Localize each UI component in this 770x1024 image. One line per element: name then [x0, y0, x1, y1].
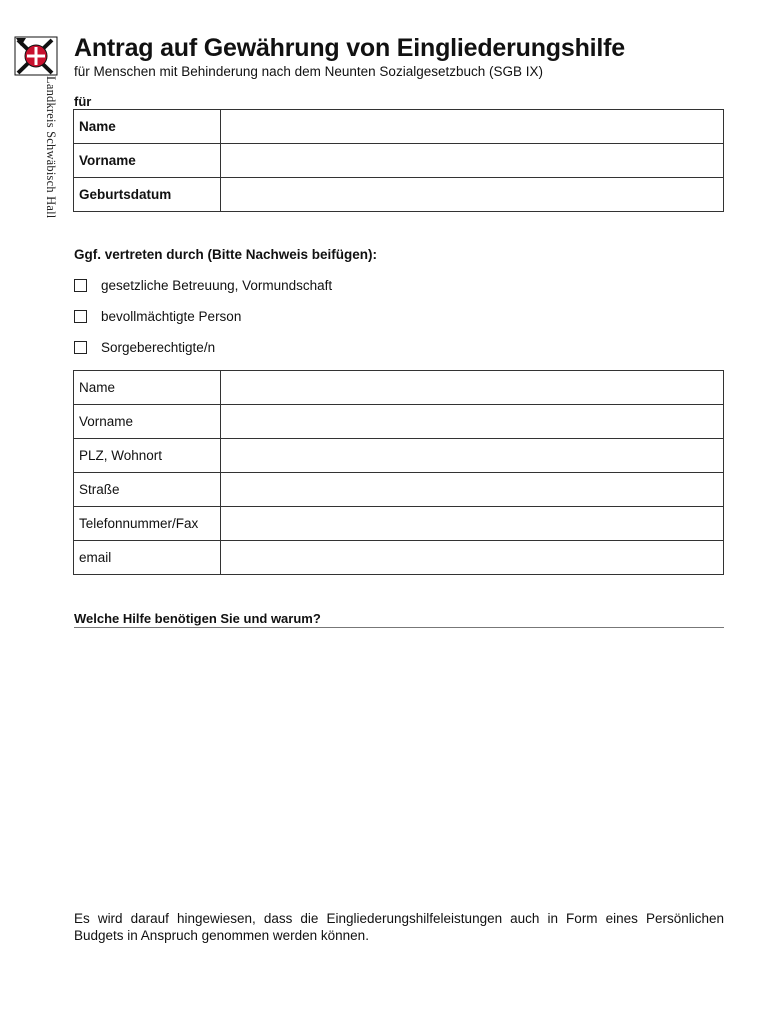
first-name-field[interactable]: [221, 144, 724, 178]
page-subtitle: für Menschen mit Behinderung nach dem Neunten Sozialgesetzbuch (SGB IX): [74, 64, 544, 79]
table-row: [74, 473, 724, 507]
help-answer-area[interactable]: [74, 630, 724, 900]
option-authorized-person[interactable]: [74, 309, 241, 324]
rep-first-name-label: Vorname: [74, 405, 221, 439]
option-legal-guardianship[interactable]: [74, 278, 332, 293]
option-custodian[interactable]: [74, 340, 215, 355]
rep-street-field[interactable]: [221, 473, 724, 507]
table-row: [74, 110, 724, 144]
first-name-label: Vorname: [74, 144, 221, 178]
district-name: Landkreis Schwäbisch Hall: [44, 76, 58, 219]
option-label: bevollmächtigte Person: [101, 309, 242, 324]
name-field[interactable]: [221, 110, 724, 144]
representative-table: [73, 370, 724, 575]
birthdate-label: Geburtsdatum: [74, 178, 221, 212]
rep-email-label: email: [74, 541, 221, 575]
table-row: [74, 144, 724, 178]
checkbox[interactable]: [74, 310, 87, 323]
checkbox[interactable]: [74, 279, 87, 292]
name-label: Name: [74, 110, 221, 144]
coat-of-arms-icon: [14, 36, 58, 76]
rep-phone-field[interactable]: [221, 507, 724, 541]
table-row: [74, 178, 724, 212]
rep-street-label: Straße: [74, 473, 221, 507]
applicant-table: [73, 109, 724, 212]
rep-zip-city-field[interactable]: [221, 439, 724, 473]
rep-first-name-field[interactable]: [221, 405, 724, 439]
table-row: [74, 439, 724, 473]
option-label: Sorgeberechtigte/n: [101, 340, 216, 355]
budget-notice: Es wird darauf hingewiesen, dass die Eingliederungshilfeleistungen auch in Form eines Persönlichen Budgets in Anspruch genommen werden können.: [74, 911, 724, 943]
option-label: gesetzliche Betreuung, Vormundschaft: [101, 278, 333, 293]
rep-phone-label: Telefonnummer/Fax: [74, 507, 221, 541]
page-title: Antrag auf Gewährung von Eingliederungshilfe: [74, 34, 625, 62]
table-row: [74, 405, 724, 439]
table-row: [74, 507, 724, 541]
table-row: [74, 541, 724, 575]
checkbox[interactable]: [74, 341, 87, 354]
rep-name-field[interactable]: [221, 371, 724, 405]
applicant-label: für: [74, 94, 92, 109]
representation-heading: Ggf. vertreten durch (Bitte Nachweis beifügen):: [74, 247, 378, 262]
birthdate-field[interactable]: [221, 178, 724, 212]
table-row: [74, 371, 724, 405]
help-question-heading: Welche Hilfe benötigen Sie und warum?: [74, 611, 724, 628]
rep-zip-city-label: PLZ, Wohnort: [74, 439, 221, 473]
rep-name-label: Name: [74, 371, 221, 405]
rep-email-field[interactable]: [221, 541, 724, 575]
